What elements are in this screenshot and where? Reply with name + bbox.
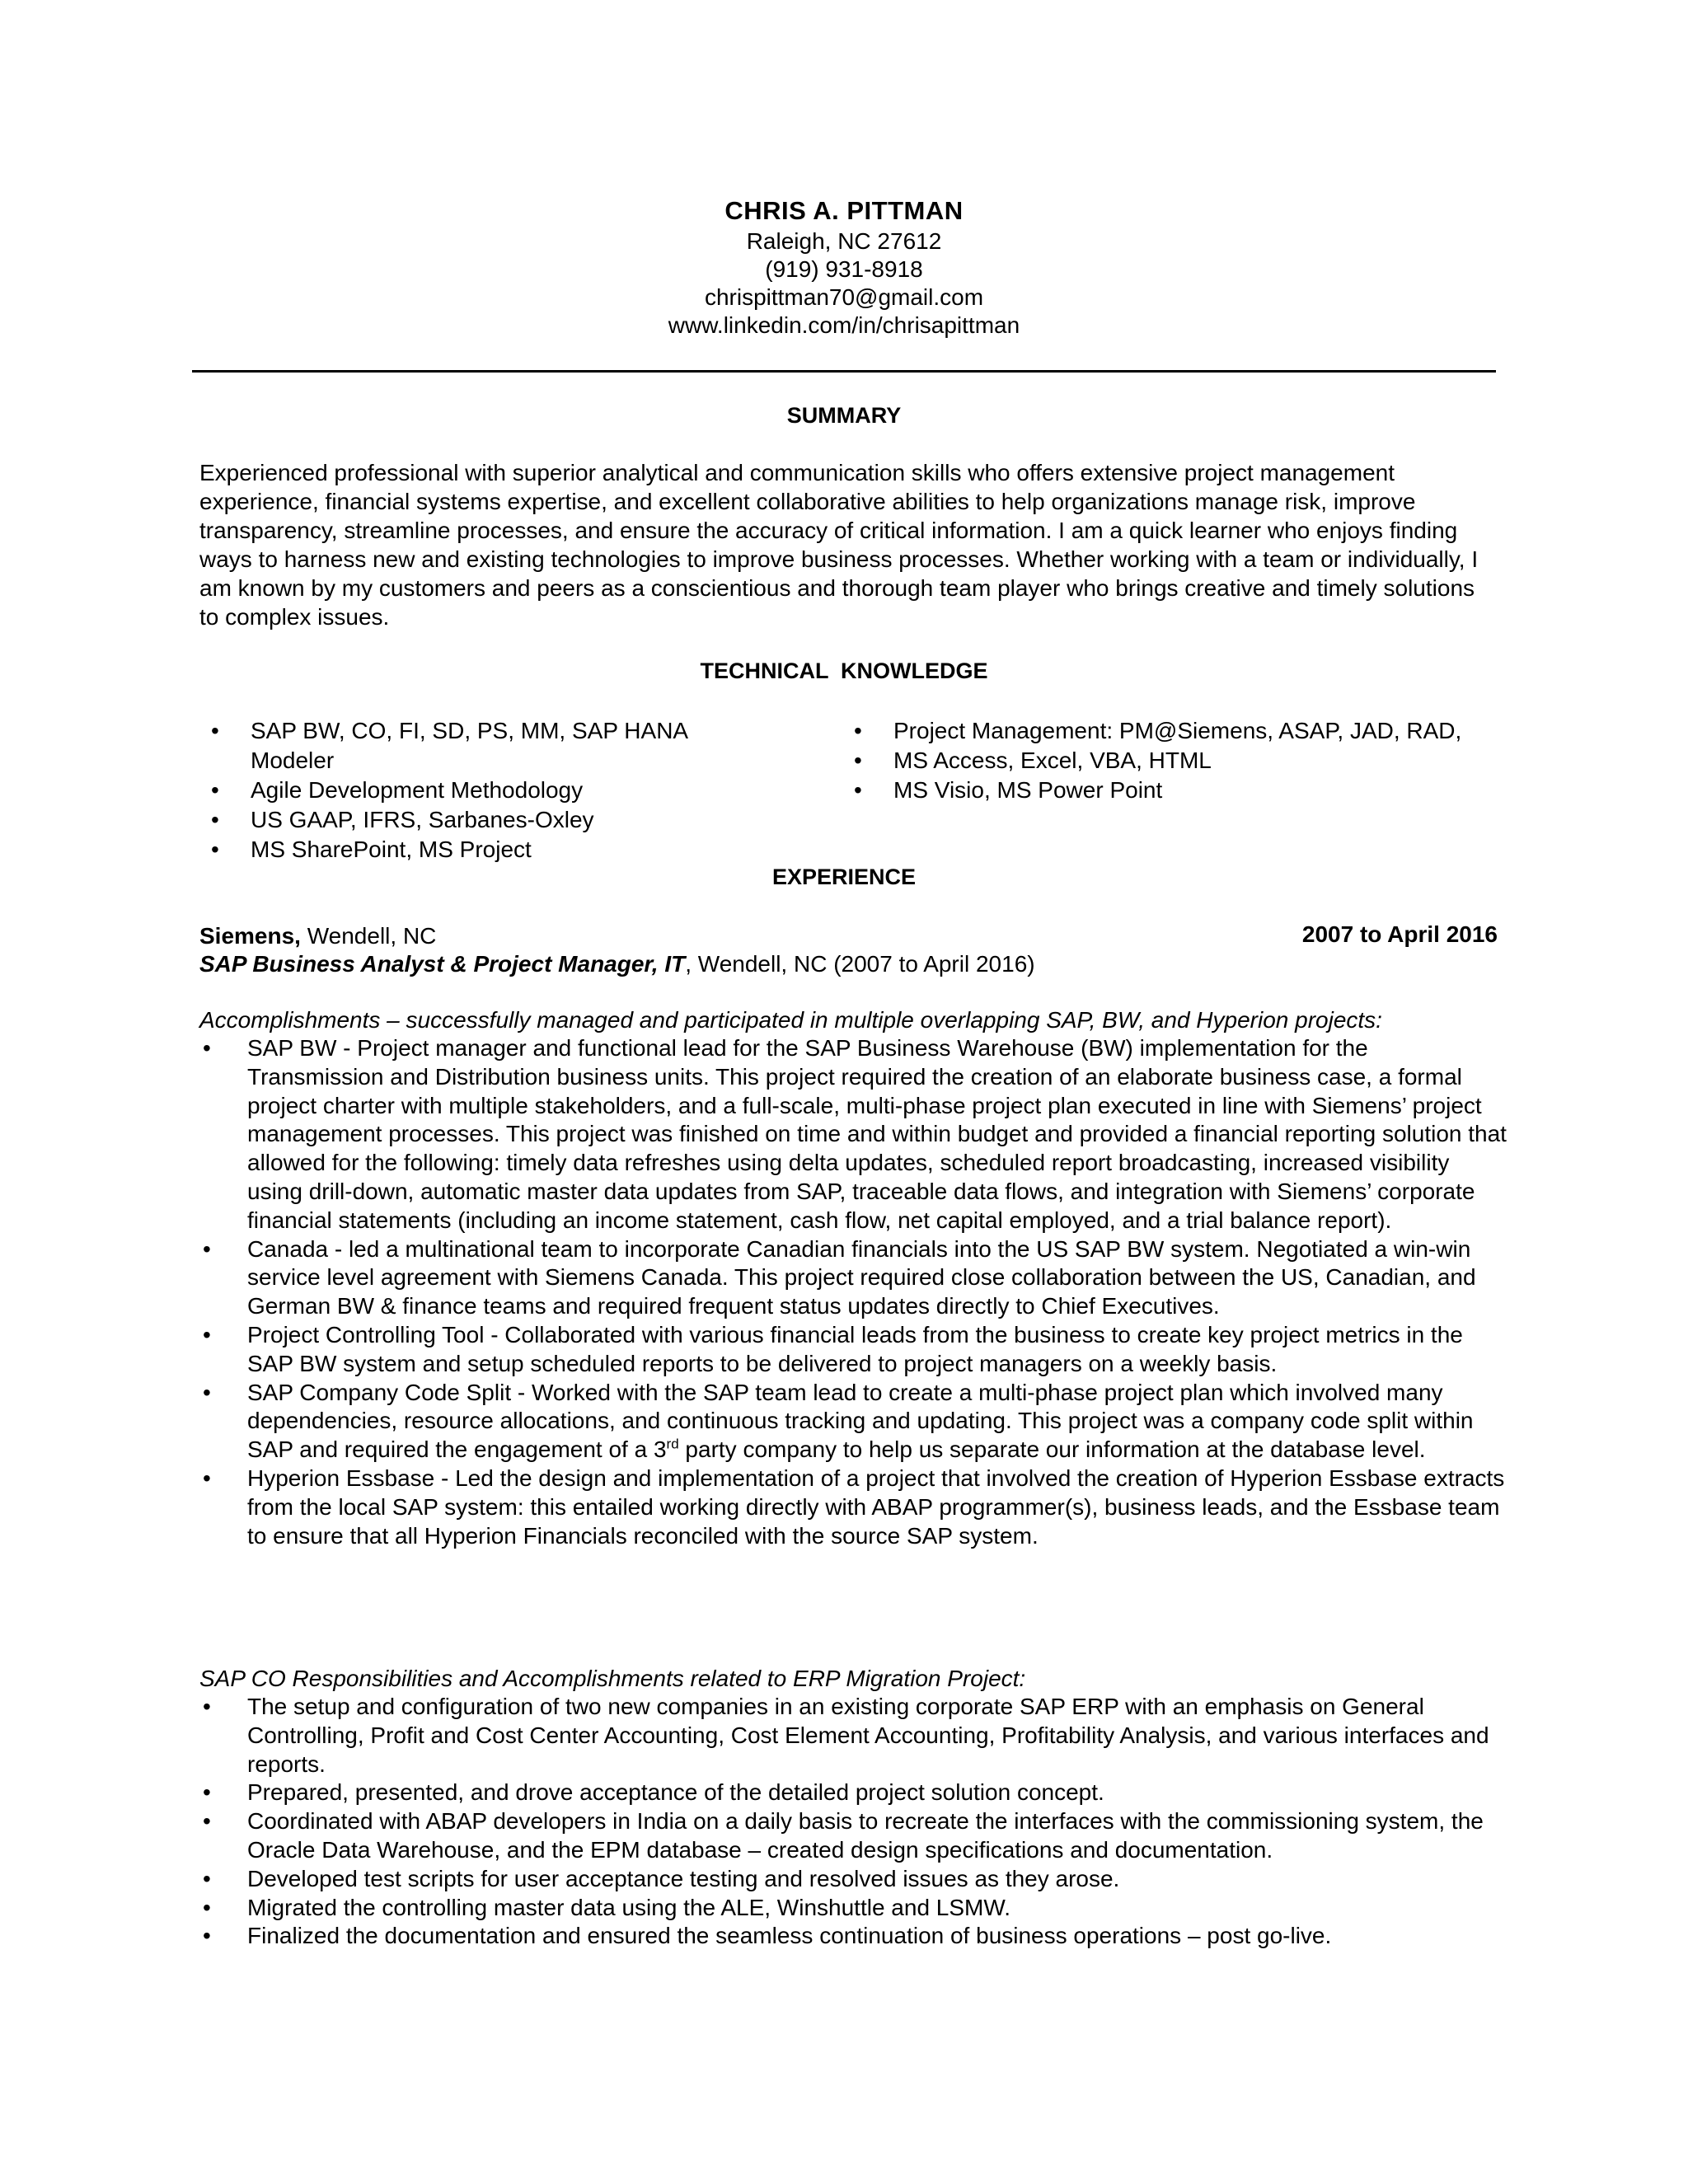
job-title-details: , Wendell, NC (2007 to April 2016) [685,951,1035,977]
list-item: • Agile Development Methodology [199,776,768,805]
list-item: • MS SharePoint, MS Project [199,835,768,865]
sap-co-list [199,1693,1518,1951]
job-title-line [199,949,1498,978]
list-item: • Hyperion Essbase - Led the design and implementation of a project that involved the creation of Hyperion Essbase extracts from the local SAP system: this entailed working directly with ABAP programmer(s), business leads, and the Essbase team to ensure that all Hyperion Financials reconciled with the source SAP system. [199,1465,1510,1550]
technical-knowledge-right-list [842,716,1502,805]
technical-knowledge-left-list [199,716,768,865]
list-item: • MS Access, Excel, VBA, HTML [842,746,1502,776]
list-item [199,1379,1510,1465]
summary-text: Experienced professional with superior analytical and communication skills who offers extensive project management experience, financial systems expertise, and excellent collaborative abilities to help organizations manage risk, improve transparency, streamline processes, and ensure the accuracy of critical information. I am a quick learner who enjoys finding ways to harness new and existing technologies to improve business processes. Whether working with a team or individually, I am known by my customers and peers as a conscientious and thorough team player who brings creative and timely solutions to complex issues. [199,460,1479,630]
employer-location: Wendell, NC [300,923,437,949]
contact-block [0,227,1688,340]
employment-dates: 2007 to April 2016 [1301,921,1498,947]
contact-city: Raleigh, NC 27612 [746,228,942,254]
list-item: • Project Management: PM@Siemens, ASAP, JAD, RAD, [842,716,1502,746]
contact-email: chrispittman70@gmail.com [704,284,984,310]
list-item: • Finalized the documentation and ensured the seamless continuation of business operations – post go-live. [199,1922,1518,1951]
candidate-name: CHRIS A. PITTMAN [724,196,964,225]
contact-linkedin: www.linkedin.com/in/chrisapittman [668,312,1020,338]
list-item: • The setup and configuration of two new companies in an existing corporate SAP ERP with an emphasis on General Controlling, Profit and Cost Center Accounting, Cost Element Accounting, Profitability Analysis, and various interfaces and reports. [199,1693,1518,1779]
list-item: • SAP BW - Project manager and functional lead for the SAP Business Warehouse (BW) implementation for the Transmission and Distribution business units. This project required the creation of an elaborate business case, a formal project charter with multiple stakeholders, and a full-scale, multi-phase project plan executed in line with Siemens’ project management processes. This project was finished on time and within budget and provided a financial reporting solution that allowed for the following: timely data refreshes using delta updates, scheduled report broadcasting, increased visibility using drill-down, automatic master data updates from SAP, traceable data flows, and integration with Siemens’ corporate financial statements (including an income statement, cash flow, net capital employed, and a trial balance report). [199,1034,1510,1235]
list-item: • Project Controlling Tool - Collaborated with various financial leads from the business to create key project metrics in the SAP BW system and setup scheduled reports to be delivered to project managers on a weekly basis. [199,1321,1510,1379]
list-item: • MS Visio, MS Power Point [842,776,1502,805]
list-item: • SAP BW, CO, FI, SD, PS, MM, SAP HANA Modeler [199,716,768,776]
list-item: • Developed test scripts for user acceptance testing and resolved issues as they arose. [199,1865,1518,1894]
accomplishments-heading: Accomplishments – successfully managed and participated in multiple overlapping SAP, BW, and Hyperion projects: [199,1007,1382,1033]
contact-phone: (919) 931-8918 [765,256,923,282]
summary-heading: SUMMARY [786,403,902,428]
sap-co-heading: SAP CO Responsibilities and Accomplishments related to ERP Migration Project: [199,1666,1026,1691]
job-title: SAP Business Analyst & Project Manager, IT [199,951,686,977]
accomplishments-list [199,1034,1510,1550]
header-divider [192,370,1496,373]
technical-knowledge-heading: TECHNICAL KNOWLEDGE [700,658,988,683]
list-item: • Coordinated with ABAP developers in India on a daily basis to recreate the interfaces with the commissioning system, the Oracle Data Warehouse, and the EPM database – created design specifications and documentation. [199,1807,1518,1865]
employer-name: Siemens, [199,923,301,949]
ordinal-suffix: rd [666,1436,679,1452]
company-code-split-text-end: party company to help us separate our information at the database level. [678,1436,1426,1463]
list-item: • Prepared, presented, and drove acceptance of the detailed project solution concept. [199,1779,1518,1807]
list-item: • Canada - led a multinational team to incorporate Canadian financials into the US SAP BW system. Negotiated a win-win service level agreement with Siemens Canada. This project required close collaboration between the US, Canadian, and German BW & finance teams and required frequent status updates directly to Chief Executives. [199,1235,1510,1321]
list-item: • US GAAP, IFRS, Sarbanes-Oxley [199,805,768,835]
list-item: • Migrated the controlling master data using the ALE, Winshuttle and LSMW. [199,1894,1518,1923]
experience-heading: EXPERIENCE [771,865,917,889]
company-code-split-text: SAP Company Code Split - Worked with the SAP team lead to create a multi-phase project plan which involved many dependencies, resource allocations, and continuous tracking and updating. This project was a company code split within SAP and required the engagement of a 3 [247,1379,1474,1463]
